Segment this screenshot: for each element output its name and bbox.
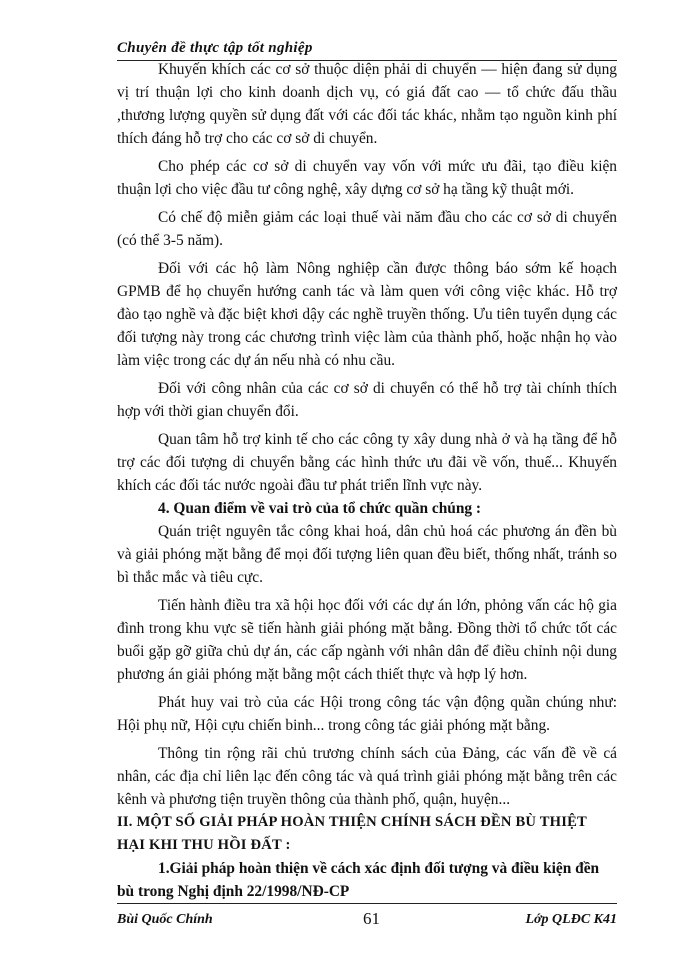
paragraph: Khuyến khích các cơ sở thuộc diện phải di chuyển — hiện đang sử dụng vị trí thuận lợi cho kinh doanh dịch vụ, có giá đất cao — tổ chức đấu thầu ,thương lượng quyền sử dụng đất với các đối tác khác, nhằm tạo nguồn kinh phí thích đáng hỗ trợ cho các cơ sở di chuyển. xyxy=(117,61,617,147)
subheading-4: 4. Quan điểm về vai trò của tổ chức quần chúng : xyxy=(158,500,482,517)
paragraph: Có chế độ miễn giảm các loại thuế vài năm đầu cho các cơ sở di chuyển (có thể 3-5 năm). xyxy=(117,209,617,249)
paragraph: Tiến hành điều tra xã hội học đối với các dự án lớn, phỏng vấn các hộ gia đình trong khu vực sẽ tiến hành giải phóng mặt bằng. Đồng thời tổ chức tốt các buổi gặp gỡ giữa chủ dự án, các cấp ngành với nhân dân để điều chỉnh nội dung phương án giải phóng mặt bằng một cách thiết thực và hợp lý hơn. xyxy=(117,597,617,683)
section-heading-2: II. MỘT SỐ GIẢI PHÁP HOÀN THIỆN CHÍNH SÁCH ĐỀN BÙ THIỆT HẠI KHI THU HỒI ĐẤT : xyxy=(117,814,587,853)
page-number: 61 xyxy=(363,909,380,928)
paragraph: Quan tâm hỗ trợ kinh tế cho các công ty xây dung nhà ở và hạ tầng để hỗ trợ các đối tượng di chuyển bằng các hình thức ưu đãi về vốn, thuế... Khuyến khích các đối tác nước ngoài đầu tư phát triển lĩnh vực này. xyxy=(117,431,617,494)
paragraph: Quán triệt nguyên tắc công khai hoá, dân chủ hoá các phương án đền bù và giải phóng mặt bằng để mọi đối tượng liên quan đều biết, thống nhất, tránh so bì thắc mắc và tiêu cực. xyxy=(117,523,617,586)
paragraph: Đối với công nhân của các cơ sở di chuyển có thể hỗ trợ tài chính thích hợp với thời gian chuyển đổi. xyxy=(117,380,617,420)
footer-author: Bùi Quốc Chính xyxy=(117,912,213,927)
paragraph: Đối với các hộ làm Nông nghiệp cần được thông báo sớm kế hoạch GPMB để họ chuyển hướng canh tác và làm quen với công việc khác. Hỗ trợ đào tạo nghề và đặc biệt khơi dậy các nghề truyền thống. Ưu tiên tuyển dụng các đối tượng này trong các chương trình việc làm của thành phố, hoặc nhận họ vào làm việc trong các dự án nếu nhà có nhu cầu. xyxy=(117,260,617,369)
paragraph: Phát huy vai trò của các Hội trong công tác vận động quần chúng như: Hội phụ nữ, Hội cựu chiến binh... trong công tác giải phóng mặt bằng. xyxy=(117,694,617,734)
subheading-1: 1.Giải pháp hoàn thiện về cách xác định đối tượng và điều kiện đền bù trong Nghị định 22/1998/NĐ-CP xyxy=(117,860,600,900)
footer-class: Lớp QLĐC K41 xyxy=(525,912,617,927)
header-title: Chuyên đề thực tập tốt nghiệp xyxy=(117,40,313,56)
paragraph: Thông tin rộng rãi chủ trương chính sách của Đảng, các vấn đề về cá nhân, các địa chỉ liên lạc đến công tác và quá trình giải phóng mặt bằng trên các kênh và phương tiện truyền thông của thành phố, quận, huyện... xyxy=(117,745,617,808)
page-footer xyxy=(117,903,617,940)
paragraph: Cho phép các cơ sở di chuyển vay vốn với mức ưu đãi, tạo điều kiện thuận lợi cho việc đầu tư công nghệ, xây dựng cơ sở hạ tầng kỹ thuật mới. xyxy=(117,158,617,198)
page-content xyxy=(117,58,617,903)
